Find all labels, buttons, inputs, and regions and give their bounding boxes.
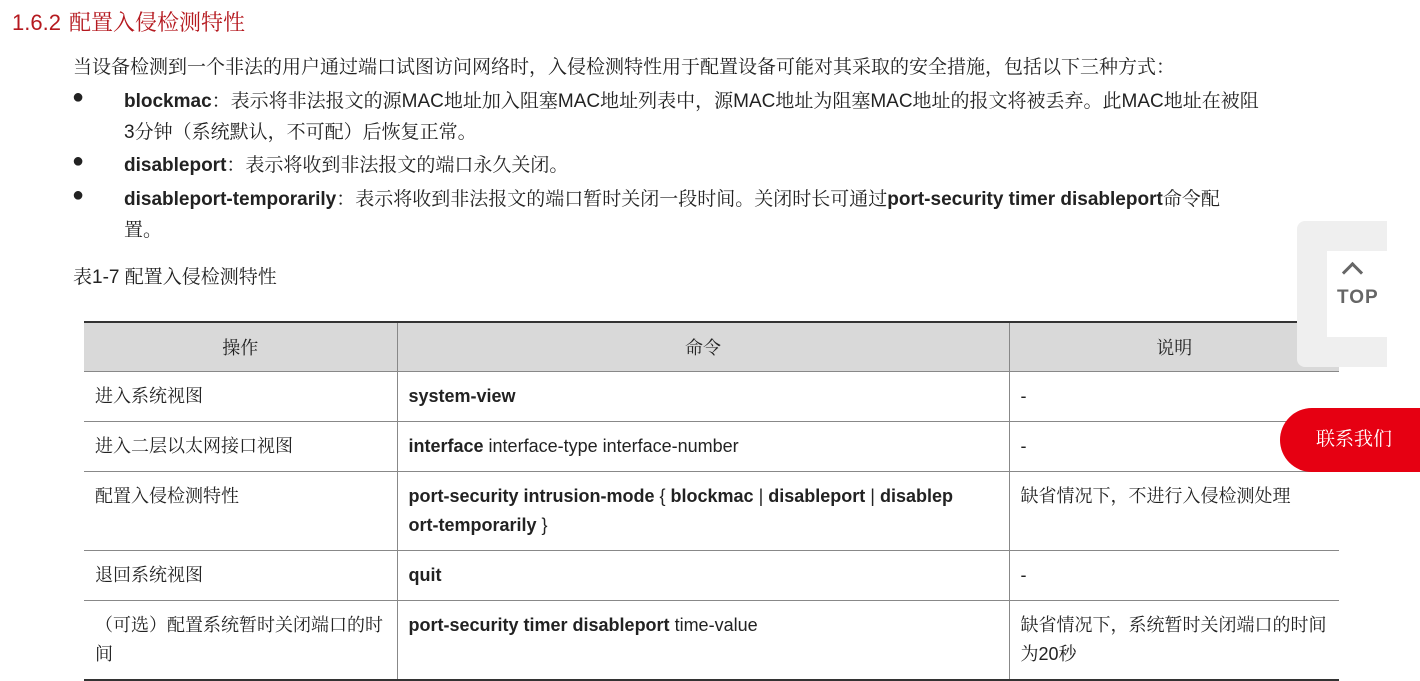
table-row	[84, 601, 1339, 681]
section-heading: 配置入侵检测特性	[68, 10, 245, 35]
table-caption: 表1-7 配置入侵检测特性	[73, 267, 277, 288]
bullet-term: disableport-temporarily	[124, 189, 337, 210]
cell-operation: 进入二层以太网接口视图	[84, 422, 397, 472]
bullet-text	[124, 150, 1389, 181]
header-description: 说明	[1009, 322, 1339, 372]
chevron-up-icon	[1342, 262, 1363, 283]
cell-command	[397, 472, 1009, 551]
cell-description-line: 为20秒	[1020, 644, 1077, 664]
bullet-sep: ：	[211, 91, 231, 112]
command-keyword: quit	[408, 565, 442, 585]
command-sep: |	[753, 486, 769, 506]
command-option-cont: ort-temporarily	[408, 515, 537, 535]
bullet-sep: ：	[226, 155, 246, 176]
header-command: 命令	[397, 322, 1009, 372]
command-option: disableport	[768, 486, 866, 506]
table-row	[84, 551, 1339, 601]
bullet-desc: 表示将非法报文的源MAC地址加入阻塞MAC地址列表中，源MAC地址为阻塞MAC地址的报文将被丢弃。此MAC地址在被阻	[230, 91, 1259, 112]
cell-command	[397, 422, 1009, 472]
config-table	[84, 321, 1339, 681]
command-option: blockmac	[670, 486, 754, 506]
cell-operation: 进入系统视图	[84, 372, 397, 422]
contact-us-button[interactable]: 联系我们	[1280, 408, 1420, 472]
bullet-text	[124, 86, 1389, 148]
back-to-top-button[interactable]	[1297, 221, 1387, 367]
cell-description: -	[1009, 372, 1339, 422]
back-to-top-inner	[1327, 251, 1387, 337]
bullet-desc-cont: 3分钟（系统默认，不可配）后恢复正常。	[124, 122, 477, 143]
command-brace: }	[536, 515, 548, 535]
section-title	[12, 6, 245, 37]
bullet-dot: ●	[72, 184, 85, 206]
bullet-term: blockmac	[124, 91, 212, 112]
bullet-sep: ：	[336, 189, 356, 210]
cell-operation	[84, 601, 397, 681]
cell-operation-line: （可选）配置系统暂时关闭端口的时	[95, 615, 383, 635]
command-keyword: interface	[408, 436, 484, 456]
table-row	[84, 472, 1339, 551]
command-keyword: port-security intrusion-mode	[408, 486, 655, 506]
cell-command	[397, 551, 1009, 601]
cell-operation-line: 间	[95, 644, 113, 664]
command-keyword: port-security timer disableport	[408, 615, 670, 635]
bullet-term: disableport	[124, 155, 227, 176]
cell-command	[397, 372, 1009, 422]
bullet-dot: ●	[72, 86, 85, 108]
intro-paragraph: 当设备检测到一个非法的用户通过端口试图访问网络时，入侵检测特性用于配置设备可能对其采取的安全措施，包括以下三种方式：	[73, 57, 1176, 78]
cell-description: -	[1009, 422, 1339, 472]
cell-description-line: 缺省情况下，系统暂时关闭端口的时间	[1020, 615, 1327, 635]
cell-description: -	[1009, 551, 1339, 601]
section-number: 1.6.2	[12, 10, 61, 35]
table-row	[84, 372, 1339, 422]
command-keyword: system-view	[408, 386, 516, 406]
bullet-desc-cont: 置。	[124, 220, 163, 241]
table-header-row	[84, 322, 1339, 372]
command-args: time-value	[669, 615, 758, 635]
bullet-dot: ●	[72, 150, 85, 172]
command-sep: |	[865, 486, 880, 506]
cell-operation: 退回系统视图	[84, 551, 397, 601]
cell-description	[1009, 601, 1339, 681]
bullet-desc: 表示将收到非法报文的端口暂时关闭一段时间。关闭时长可通过	[355, 189, 888, 210]
command-args: interface-type interface-number	[483, 436, 739, 456]
bullet-inline-command: port-security timer disableport	[887, 189, 1163, 210]
header-operation: 操作	[84, 322, 397, 372]
back-to-top-label: TOP	[1337, 287, 1379, 308]
cell-operation: 配置入侵检测特性	[84, 472, 397, 551]
bullet-desc-post: 命令配	[1162, 189, 1220, 210]
command-brace: {	[654, 486, 671, 506]
bullet-text	[124, 184, 1389, 246]
command-option: disablep	[879, 486, 953, 506]
cell-description: 缺省情况下，不进行入侵检测处理	[1009, 472, 1339, 551]
bullet-desc: 表示将收到非法报文的端口永久关闭。	[245, 155, 569, 176]
cell-command	[397, 601, 1009, 681]
table-row	[84, 422, 1339, 472]
